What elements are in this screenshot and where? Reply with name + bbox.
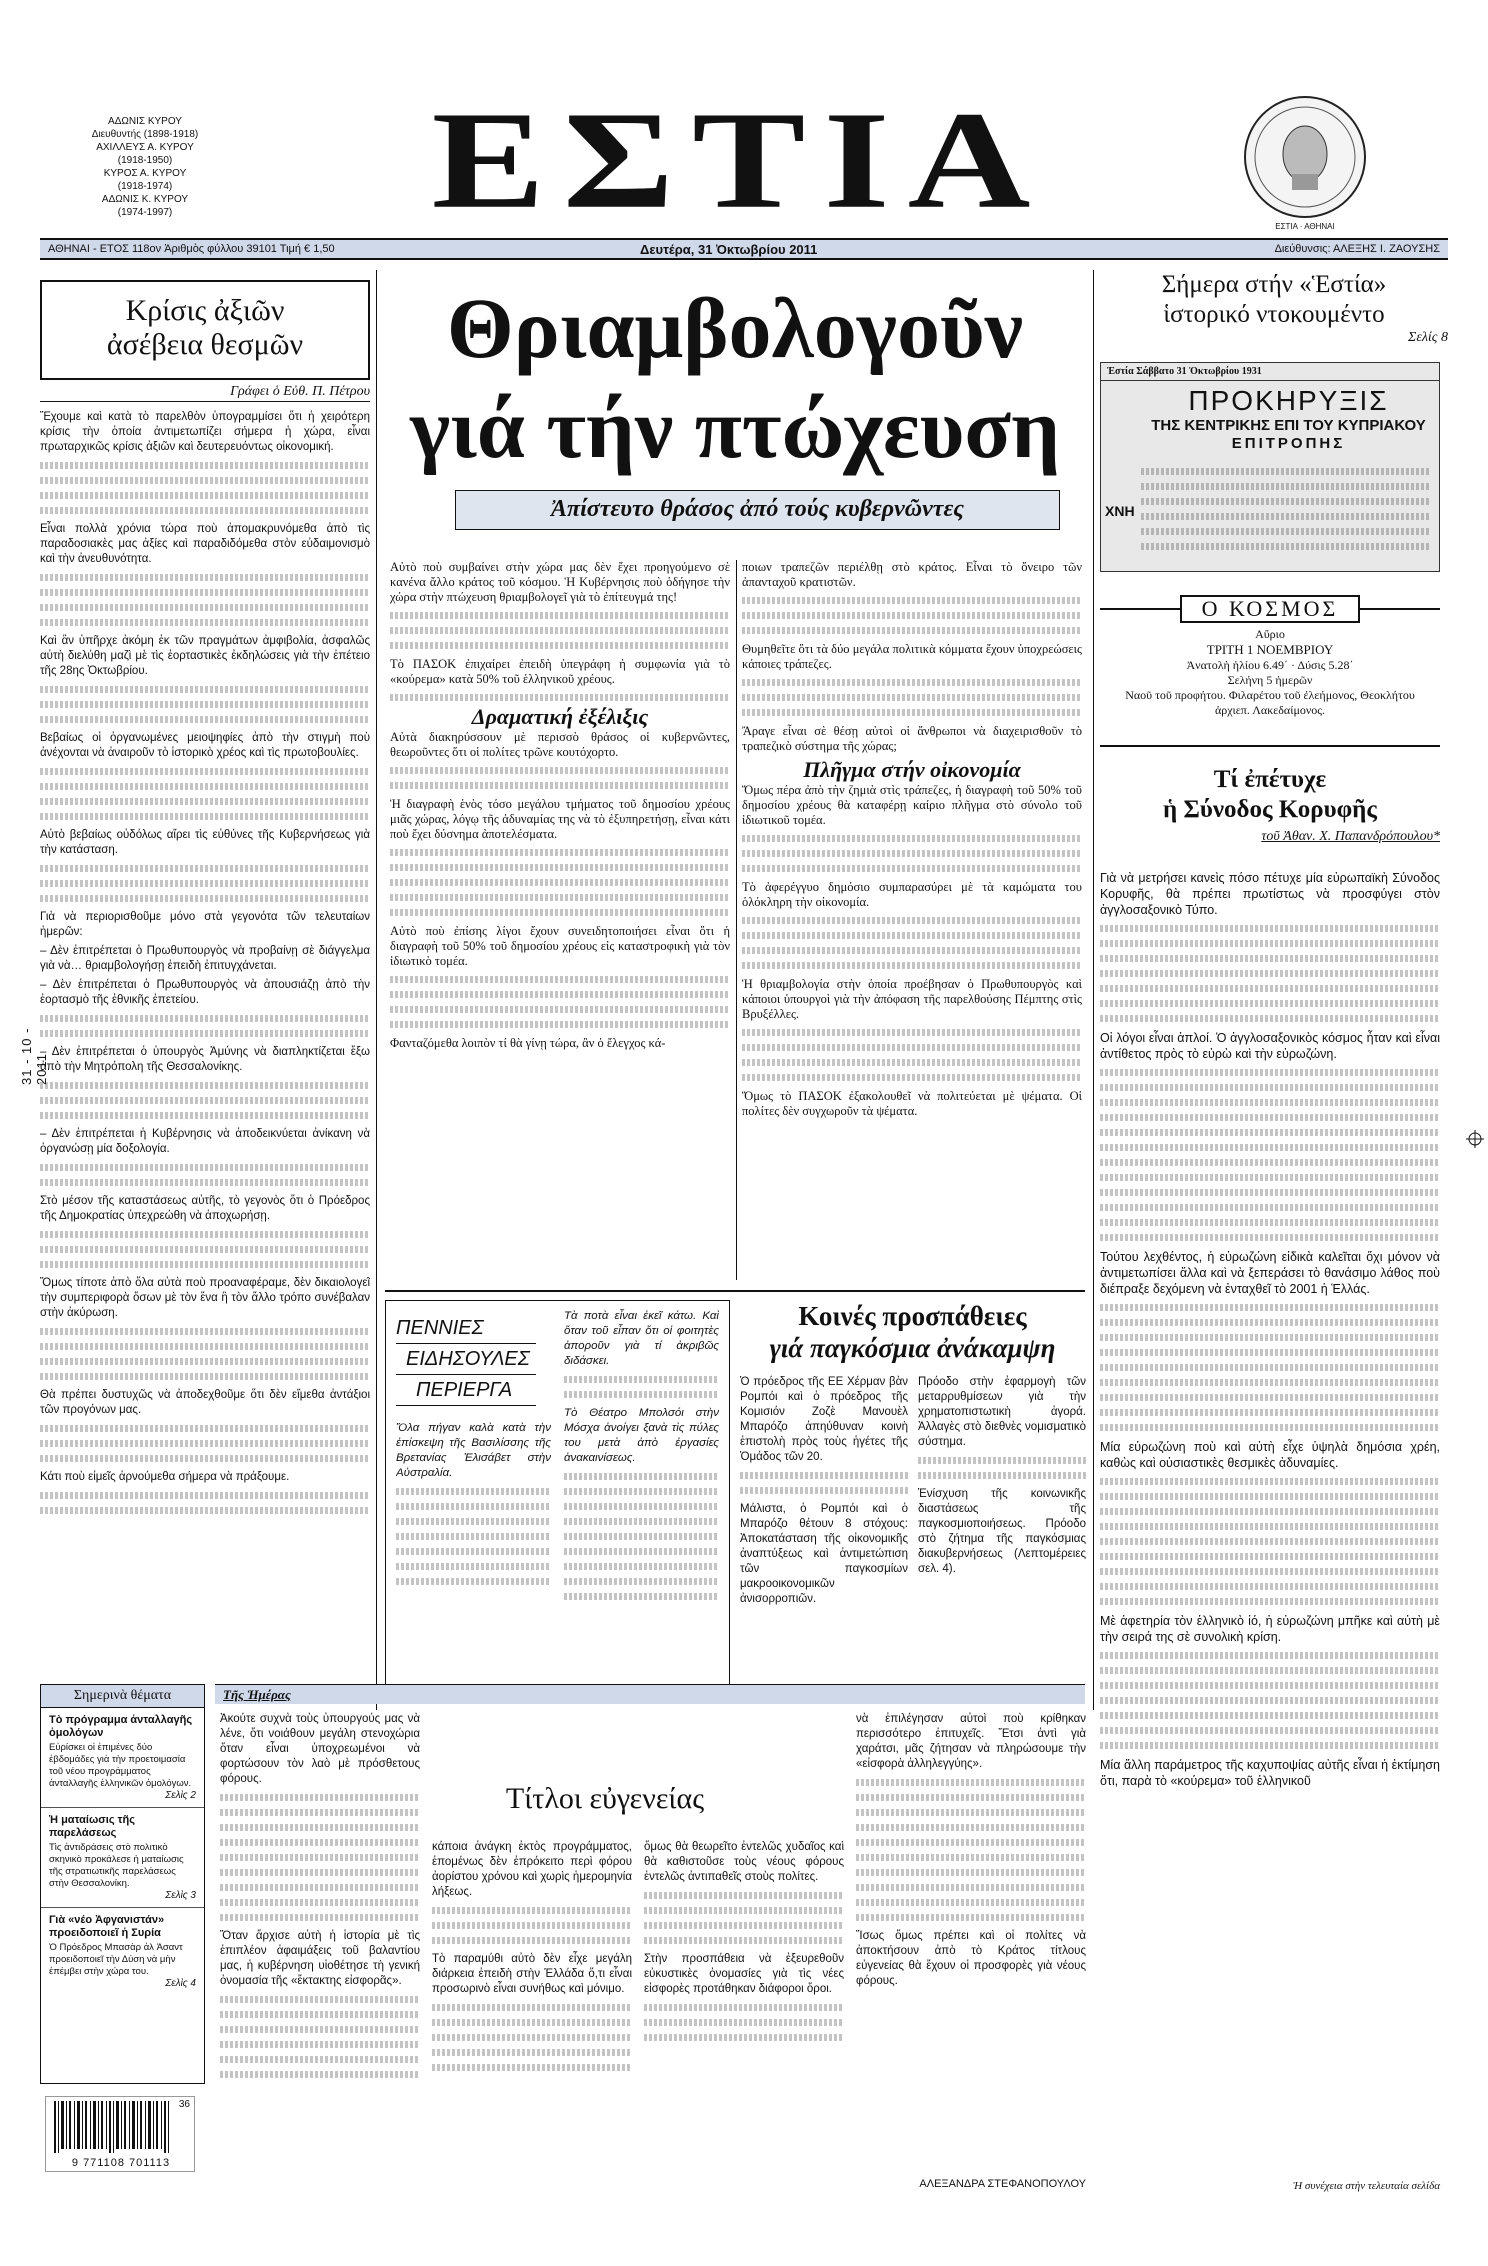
recovery-p4: Ἑνίσχυση τῆς κοινωνικῆς διαστάσεως τῆς παγκοσμιοποιήσεως. Πρόοδο στὸ ζήτημα τῆς παγκόσμιας διακυβερνήσεως (Λεπτομέρειες σελ. 4). <box>918 1488 1086 1575</box>
seal-emblem <box>1240 92 1370 222</box>
divider <box>1100 745 1440 747</box>
gossip-label-3: ΠΕΡΙΕΡΓΑ <box>396 1375 536 1406</box>
left-article-p6: Γιὰ νὰ περιορισθοῦμε μόνο στὰ γεγονότα τῶν τελευταίων ἡμερῶν: <box>40 911 370 938</box>
bottom-p8: Ἴσως ὅμως πρέπει καὶ οἱ πολίτες νὰ ἀποκτήσουν ἀπὸ τὸ Κράτος τίτλους εὐγενείας θὰ ἔχουν οἱ προσφορὲς γιὰ νέους φόρους. <box>856 1930 1086 1987</box>
left-article-body <box>40 410 370 1670</box>
summit-title-box <box>1100 765 1440 845</box>
gossip-col-a <box>396 1421 551 1681</box>
main-p12: Ἡ θριαμβολογία στὴν ὁποία προέβησαν ὁ Πρωθυπουργὸς καὶ κάποιοι ὑπουργοὶ γιὰ τὴν ἀπόφαση τῆς παρελθούσης Πέμπτης στὶς Βρυξέλλες. <box>742 977 1082 1021</box>
left-article-p10: Κάτι ποὺ εἰμεῖς ἀρνούμεθα σήμερα νὰ πράξουμε. <box>40 1471 290 1483</box>
recovery-col-2 <box>918 1375 1086 1690</box>
world-sun: Ἀνατολὴ ἡλίου 6.49΄ · Δύσις 5.28΄ <box>1186 658 1354 672</box>
main-sub2: Πλῆγμα στήν οἰκονομία <box>803 757 1021 782</box>
world-box <box>1100 595 1440 745</box>
founder-1-name: ΑΔΩΝΙΣ ΚΥΡΟΥ <box>108 116 182 127</box>
left-article-p4: Βεβαίως οἱ ὀργανωμένες μειοψηφίες ἀπὸ τὴν στιγμὴ ποὺ ἀνέχονται νὰ ἀναιροῦν τὸ ἱστορικὸ χρέος καὶ τὶς πρωτοβουλίες. <box>40 732 370 759</box>
doc-side: ΧΝΗ <box>1105 503 1135 519</box>
summit-body <box>1100 870 1440 2170</box>
info-left: ΑΘΗΝΑΙ - ΕΤΟΣ 118ον Ἀριθμὸς φύλλου 39101 Τιμή € 1,50 <box>48 243 335 255</box>
left-article-p7: Στὸ μέσον τῆς καταστάσεως αὐτῆς, τὸ γεγονὸς ὅτι ὁ Πρόεδρος τῆς Δημοκρατίας ὑπεχρεώθη νὰ ἀποχωρήσῃ. <box>40 1195 370 1222</box>
doc-title-3: ΕΠΙΤΡΟΠΗΣ <box>1231 435 1346 452</box>
main-col-2 <box>742 560 1082 1280</box>
bottom-tag: Τῆς Ἡμέρας <box>223 1687 291 1702</box>
main-p10: Ὅμως πέρα ἀπὸ τὴν ζημιὰ στὶς τράπεζες, ἡ διαγραφὴ τοῦ 50% τοῦ δημοσίου χρέους θὰ καταφέρῃ καίριο πλῆγμα στὸ σύνολο τοῦ ἰδιωτικοῦ τομέα. <box>742 783 1082 827</box>
main-sub1: Δραματική ἐξέλιξις <box>471 704 649 729</box>
world-tomorrow: Αὔριο <box>1255 627 1285 641</box>
index-item-page: Σελὶς 2 <box>165 1790 196 1801</box>
left-article-title-2: ἀσέβεια θεσμῶν <box>106 328 304 361</box>
left-article-b4: – Δὲν ἐπιτρέπεται ἡ Κυβέρνησις νὰ ἀποδεικνύεται ἀνίκανη νὰ ὀργανώσῃ μία δοξολογία. <box>40 1128 370 1155</box>
recovery-col-1 <box>740 1375 908 1690</box>
summit-p6: Μία ἄλλη παράμετρος τῆς καχυποψίας αὐτῆς εἶναι ἡ ἐκτίμηση ὅτι, παρὰ τὸ «κούρεμα» τοῦ ἑλληνικοῦ <box>1100 1758 1440 1788</box>
bottom-col-3 <box>644 1840 844 2182</box>
divider <box>385 1290 1085 1292</box>
barcode-bars <box>46 2097 196 2157</box>
bottom-title: Τίτλοι εὐγενείας <box>505 1782 705 1815</box>
left-article-b3: – Δὲν ἐπιτρέπεται ὁ ὑπουργὸς Ἀμύνης νὰ διαπληκτίζεται ἔξω ἀπὸ τὴν Μητρόπολη τῆς Θεσσαλονίκης. <box>40 1046 370 1073</box>
gossip-p3: Τὸ Θέατρο Μπολσόι στὴν Μόσχα ἀνοίγει ξανὰ τὶς πύλες του μετὰ ἀπὸ ἐργασίες ἀνακαινίσεως. <box>564 1407 719 1464</box>
main-col-1 <box>390 560 730 1280</box>
recovery-title-box <box>740 1300 1085 1364</box>
left-article-p2: Εἶναι πολλὰ χρόνια τώρα ποὺ ἀπομακρυνόμεθα ἀπὸ τὶς παραδοσιακὲς μας ἀξίες καὶ παραδιδόμεθα στὸν εὐδαιμονισμὸ καὶ τὴν ἀνευθυνότητα. <box>40 523 370 565</box>
bottom-band <box>215 1684 1085 1704</box>
main-p11: Τὸ ἀφερέγγυο δημόσιο συμπαρασύρει μὲ τὰ καμώματα του ὁλόκληρη τὴν οἰκονομία. <box>742 880 1082 909</box>
summit-continue: Ἡ συνέχεια στὴν τελευταία σελίδα <box>1293 2180 1440 2192</box>
main-p5: Αὐτὸ ποὺ ἐπίσης λίγοι ἔχουν συνειδητοποιήσει εἶναι ὅτι ἡ διαγραφὴ τοῦ 50% τοῦ δημοσίου χρέους εἰς καταστροφικὴ γιὰ τὸν ἰδιωτικὸ τομέα. <box>390 924 730 968</box>
bottom-p5: ὅμως θὰ θεωρεῖτο ἐντελῶς χυδαῖος καὶ θὰ καθιστοῦσε τοὺς νέους φόρους ἐντελῶς ἀντιπαθεῖς στοὺς πολίτες. <box>644 1841 844 1883</box>
left-article-p8: Ὅμως τίποτε ἀπὸ ὅλα αὐτὰ ποὺ προαναφέραμε, δὲν δικαιολογεῖ τὴν συμπεριφορὰ ὅσων μὲ τὸν ἕνα ἢ τὸν ἄλλο τρόπο συνέβαλαν στὴν ἀκύρωση. <box>40 1277 370 1319</box>
barcode-digits: 9 771108 701113 <box>71 2157 171 2169</box>
bottom-col-2 <box>432 1840 632 2182</box>
issue-date: Δευτέρα, 31 Ὀκτωβρίου 2011 <box>640 242 818 257</box>
doc-title-box <box>1141 385 1436 453</box>
bottom-p7: νὰ ἐπιλέγησαν αὐτοὶ ποὺ κρίθηκαν περισσότερο ἐπιτυχεῖς. Ἔτσι ἀντὶ γιὰ χαράτσι, μᾶς ζήτησαν νὰ πληρώσουμε τὴν «εἰσφορὰ ἀλληλεγγύης». <box>856 1713 1086 1770</box>
main-p1: Αὐτὸ ποὺ συμβαίνει στὴν χώρα μας δὲν ἔχει προηγούμενο σὲ κανένα ἄλλο κράτος τοῦ κόσμου. Ἡ Κυβέρνησις ποὺ ὁδήγησε τὴν χώρα στὴν πτώχευση θριαμβολογεῖ γιὰ τὸ ἐπίτευγμά της! <box>390 560 730 604</box>
col-rule <box>1093 270 1094 1710</box>
main-p8: Θυμηθεῖτε ὅτι τὰ δύο μεγάλα πολιτικὰ κόμματα ἔχουν ὑποχρεώσεις κάποιες τράπεζες. <box>742 642 1082 671</box>
world-moon: Σελήνη 5 ἡμερῶν <box>1227 673 1313 687</box>
bottom-p6: Στὴν προσπάθεια νὰ ἐξευρεθοῦν εὐκυστικὲς ὀνομασίες γιὰ τὶς νέες εἰσφορὲς προτάθηκαν διάφοροι ὅροι. <box>644 1953 844 1995</box>
founder-3-role: (1918-1974) <box>117 181 173 192</box>
today-feature <box>1100 270 1448 346</box>
world-day: ΤΡΙΤΗ 1 ΝΟΕΜΒΡΙΟΥ <box>1206 642 1334 657</box>
index-item-text: Τὶς ἀντιδράσεις στὸ πολιτικὸ σκηνικὸ προκάλεσε ἡ ματαίωσις τῆς στρατιωτικῆς παρελάσεως στὴν Θεσσαλονίκη. <box>49 1842 184 1889</box>
col-rule <box>736 560 737 1280</box>
left-article-p5: Αὐτὸ βεβαίως οὐδόλως αἴρει τὶς εὐθύνες τῆς Κυβερνήσεως γιὰ τὴν κατάσταση. <box>40 829 370 856</box>
left-article-byline: Γράφει ὁ Εὐθ. Π. Πέτρου <box>230 384 370 399</box>
side-date: 31 - 10 - 2011 <box>19 1027 49 1085</box>
founder-4-name: ΑΔΩΝΙΣ Κ. ΚΥΡΟΥ <box>101 194 189 205</box>
historical-document <box>1100 362 1440 572</box>
recovery-title-1: Κοινές προσπάθειες <box>798 1301 1027 1331</box>
index-item-page: Σελὶς 4 <box>165 1978 196 1989</box>
recovery-p1: Ὁ πρόεδρος τῆς ΕΕ Χέρμαν βὰν Ρομπόι καὶ ὁ πρόεδρος τῆς Κομισιόν Ζοζὲ Μανουὲλ Μπαρόζο ἀπηύθυναν κοινὴ ἐπιστολὴ πρὸς τοὺς ἡγέτες τῆς Ὁμάδος τῶν 20. <box>740 1376 908 1463</box>
bottom-col-4 <box>856 1712 1086 2152</box>
main-p7: ποιων τραπεζῶν περιέλθῃ στὸ κράτος. Εἶναι τὸ ὄνειρο τῶν ἀπανταχοῦ κρατιστῶν. <box>742 560 1082 589</box>
bottom-p2: Ὅταν ἄρχισε αὐτὴ ἡ ἱστορία μὲ τὶς ἐπιπλέον ἀφαιμάξεις τοῦ βαλαντίου μας, ἡ κυβέρνηση υἱοθέτησε τὴ γενική ὀνομασία τῆς «ἔκτακτης εἰσφορᾶς». <box>220 1930 420 1987</box>
registration-mark-icon <box>1466 1130 1484 1148</box>
today-title-2: ἱστορικό ντοκουμέντο <box>1163 301 1385 328</box>
left-article-title-box <box>40 280 370 380</box>
index-item-page: Σελὶς 3 <box>165 1890 196 1901</box>
founder-2-role: (1918-1950) <box>117 155 173 166</box>
index-item-head: Τὸ πρόγραμμα ἀνταλλαγῆς ὁμολόγων <box>49 1714 193 1739</box>
recovery-p3: Πρόοδο στὴν ἐφαρμογὴ τῶν μεταρρυθμίσεων γιὰ τὴν χρηματοπιστωτικὴ ἀγορά. Ἀλλαγὲς στὸ διεθνὲς νομισματικὸ σύστημα. <box>918 1376 1086 1448</box>
summit-p1: Γιὰ νὰ μετρήσει κανεὶς πόσο πέτυχε μία εὐρωπαϊκὴ Σύνοδος Κορυφῆς, θὰ πρέπει πρωτίστως νὰ προσφύγει στὸν ἀγγλοσαξονικὸ Τύπο. <box>1100 871 1440 917</box>
main-deck-box <box>455 490 1060 530</box>
main-p3: Αὐτὰ διακηρύσσουν μὲ περισσὸ θράσος οἱ κυβερνῶντες, θεωροῦντες ὅτι οἱ πολίτες τρῶνε κουτόχορτο. <box>390 730 730 759</box>
left-article-p1: Ἔχουμε καὶ κατὰ τὸ παρελθὸν ὑπογραμμίσει ὅτι ἡ χειρότερη κρίσις τὴν ὁποία ἀντιμετωπίζει σήμερα ἡ χώρα, εἶναι πρωταρχικῶς κρίσις ἀξιῶν καὶ δευτερευόντως οἰκονομική. <box>40 411 370 453</box>
index-item-head: Ἡ ματαίωσις τῆς παρελάσεως <box>49 1814 135 1839</box>
left-article-title-1: Κρίσις ἀξιῶν <box>125 294 285 327</box>
main-deck: Ἀπίστευτο θράσος ἀπό τούς κυβερνῶντες <box>551 496 964 522</box>
founder-3-name: ΚΥΡΟΣ Α. ΚΥΡΟΥ <box>103 168 187 179</box>
index-title: Σημερινὰ θέματα <box>41 1685 204 1708</box>
bottom-p3: κάποια ἀνάγκη ἐκτὸς προγράμματος, ἐπομένως δὲν ἐπρόκειτο περὶ φόρου ἀορίστου χρόνου καὶ χωρὶς ἡμερομηνία λήξεως. <box>432 1841 632 1898</box>
col-rule <box>376 270 377 1710</box>
world-title-row <box>1100 595 1440 623</box>
gossip-label-box <box>396 1313 536 1406</box>
index-item[interactable] <box>41 1708 204 1808</box>
info-bar <box>40 238 1448 260</box>
main-p2: Τὸ ΠΑΣΟΚ ἐπιχαίρει ἐπειδὴ ὑπεγράφη ἡ συμφωνία γιὰ τὸ «κούρεμα» κατὰ 50% τοῦ ἑλληνικοῦ χρέους. <box>390 657 730 686</box>
index-item-head: Γιὰ «νέο Ἀφγανιστάν» προειδοποιεῖ ἡ Συρία <box>49 1914 165 1939</box>
gossip-col-b <box>564 1309 719 1681</box>
left-article-b1: – Δὲν ἐπιτρέπεται ὁ Πρωθυπουργὸς νὰ προβαίνῃ σὲ διάγγελμα γιὰ νὰ… θριαμβολογήσῃ ἐπειδὴ ἐπιτυγχάνεται. <box>40 945 370 972</box>
main-p4: Ἡ διαγραφὴ ἑνὸς τόσο μεγάλου τμήματος τοῦ δημοσίου χρέους μιᾶς χώρας, λόγῳ τῆς ἀδυναμίας της νὰ τὸ ἐξυπηρετήσῃ, εἶναι κάτι ποὺ ἔχει δύσνημα ἀποτελέσματα. <box>390 797 730 841</box>
barcode-issue: 36 <box>178 2099 190 2110</box>
bottom-col-1 <box>220 1712 420 2182</box>
summit-p3: Τούτου λεχθέντος, ἡ εὐρωζώνη εἰδικὰ καλεῖται ὅχι μόνον νὰ ἀντιμετωπίσει ἄλλα καὶ νὰ ξεπεράσει τὸ θανάσιμο λάθος ποὺ διέπραξε δεχόμενη νὰ ἐνταχθεῖ τὸ 2001 ἡ Ἑλλάς. <box>1100 1250 1440 1296</box>
left-article-b2: – Δὲν ἐπιτρέπεται ὁ Πρωθυπουργὸς νὰ ἀπουσιάζῃ ἀπὸ τὴν ἐορτασμὸ τῆς ἐθνικῆς ἐπετείου. <box>40 979 370 1006</box>
recovery-title-2: γιά παγκόσμια ἀνάκαμψη <box>769 1333 1056 1363</box>
barcode <box>45 2096 195 2172</box>
bottom-author: ΑΛΕΞΑΝΔΡΑ ΣΤΕΦΑΝΟΠΟΥΛΟΥ <box>919 2178 1086 2190</box>
world-saints: Ναοῦ τοῦ προφήτου. Φιλαρέτου τοῦ ἐλεήμονος, Θεοκλήτου ἀρχιεπ. Λακεδαίμονος. <box>1125 688 1415 717</box>
gossip-p1: Ὅλα πήγαν καλὰ κατὰ τὴν ἐπίσκεψη τῆς Βασιλίσσης τῆς Βρετανίας Ἐλισάβετ στὴν Αὐστραλία. <box>396 1422 551 1479</box>
main-headline-line2: γιά τήν πτώχευση <box>409 380 1061 476</box>
summit-title-1: Τί ἐπέτυχε <box>1213 766 1327 793</box>
founder-4-role: (1974-1997) <box>117 207 173 218</box>
masthead-title: ΕΣΤΙΑ <box>431 82 1049 238</box>
bottom-p1: Ἀκούτε συχνὰ τοὺς ὑπουργούς μας νὰ λένε, ὅτι νοιάθουν μεγάλη στενοχώρια ὅταν εἶναι ὑποχρεωμένοι νὰ φορτώσουν τὸν λαὸ μὲ πρόσθετους φόρους. <box>220 1713 420 1785</box>
main-p6: Φανταζόμεθα λοιπὸν τί θὰ γίνῃ τώρα, ἂν ὁ ἔλεγχος κά- <box>390 1036 666 1050</box>
main-p13: Ὅμως τὸ ΠΑΣΟΚ ἐξακολουθεῖ νὰ πολιτεύεται μὲ ψέματα. Οἱ πολίτες δὲν συγχωροῦν τὰ ψέματα. <box>742 1089 1082 1118</box>
index-box <box>40 1684 205 2084</box>
recovery-p2: Μάλιστα, ὁ Ρομπόι καὶ ὁ Μπαρόζο θέτουν 8 στόχους: Ἀποκατάσταση τῆς οἰκονομικῆς ἀναπτύξεως καὶ ἀντιμετώπιση τῶν παγκοσμίων μακροοικονομικῶν ἀνισορροπιῶν. <box>740 1503 908 1605</box>
index-item[interactable] <box>41 1808 204 1908</box>
info-right: Διεύθυνσις: ΑΛΕΞΗΣ Ι. ΖΑΟΥΣΗΣ <box>1274 243 1440 255</box>
summit-p5: Μὲ ἀφετηρία τὸν ἑλληνικὸ ἰό, ἡ εὐρωζώνη μπῆκε καὶ αὐτὴ μὲ τὴν σειρά της σὲ συνολικὴ κρίση. <box>1100 1614 1440 1644</box>
left-article-p3: Καὶ ἂν ὑπῆρχε ἀκόμη ἐκ τῶν πραγμάτων ἀμφιβολία, ἀσφαλῶς αὐτὴ διελύθη μαζὶ μὲ τὶς ἐορταστικὲς ἐκδηλώσεις γιὰ τὴν ἐπέτειο τῆς 28ης Ὀκτωβρίου. <box>40 635 370 677</box>
main-headline-line1: Θριαμβολογοῦν <box>446 280 1024 376</box>
world-title: Ο ΚΟΣΜΟΣ <box>1180 595 1360 623</box>
doc-title-1: ΠΡΟΚΗΡΥΞΙΣ <box>1188 385 1389 416</box>
seal-text: ΕΣΤΙΑ · ΑΘΗΝΑΙ <box>1275 222 1335 231</box>
divider <box>40 401 370 402</box>
founders-block <box>70 115 220 219</box>
index-item[interactable] <box>41 1908 204 1995</box>
doc-title-2: ΤΗΣ ΚΕΝΤΡΙΚΗΣ ΕΠΙ ΤΟΥ ΚΥΠΡΙΑΚΟΥ <box>1151 417 1426 434</box>
founder-1-role: Διευθυντής (1898-1918) <box>91 129 199 140</box>
gossip-p2: Τὰ ποτὰ εἶναι ἐκεῖ κάτω. Καὶ ὅταν τοῦ εἶπαν ὅτι οἱ φοιτητὲς ἀποροῦν γιὰ τί ἀκριβῶς διδάσκει. <box>564 1310 719 1367</box>
index-item-text: Ὁ Πρόεδρος Μπασὰρ ἀλ Ἀσαντ προειδοποιεῖ τὴν Δύση νὰ μὴν ἐπέμβει στὴν χώρα του. <box>49 1942 183 1977</box>
doc-header: Ἑστία Σάββατο 31 Ὀκτωβρίου 1931 <box>1101 363 1439 381</box>
doc-text-lines <box>1141 461 1431 558</box>
summit-p2: Οἱ λόγοι εἶναι ἁπλοί. Ὁ ἀγγλοσαξονικὸς κόσμος ἦταν καὶ εἶναι ἀντίθετος πρὸς τὸ εὐρὼ καὶ τὴν εὐρωζώνη. <box>1100 1031 1440 1061</box>
today-page: Σελίς 8 <box>1408 330 1448 345</box>
founder-2-name: ΑΧΙΛΛΕΥΣ Α. ΚΥΡΟΥ <box>96 142 194 153</box>
gossip-label-1: ΠΕΝΝΙΕΣ <box>396 1313 536 1344</box>
gossip-box <box>385 1300 730 1690</box>
index-item-text: Εὐρίσκει οἱ ἐπιμένες δύο ἑβδομάδες γιὰ τὴν προετοιμασία τοῦ νέου προγράμματος ἀνταλλαγῆς ἑλληνικῶν ὁμολόγων. <box>49 1742 192 1789</box>
today-title-1: Σήμερα στήν «Ἑστία» <box>1161 271 1387 298</box>
main-p9: Ἄραγε εἶναι σὲ θέσῃ αὐτοὶ οἱ ἄνθρωποι νὰ διαχειρισθοῦν τὸ τραπεζικὸ σύστημα τῆς χώρας; <box>742 724 1082 753</box>
bottom-p4: Τὸ παραμύθι αὐτὸ δὲν εἶχε μεγάλη διάρκεια ἐπειδὴ στὴν Ἑλλάδα ὅ,τι εἶναι προσωρινὸ εἶναι συνήθως καὶ μόνιμο. <box>432 1953 632 1995</box>
summit-p4: Μία εὐρωζώνη ποὺ καὶ αὐτὴ εἶχε ὑψηλὰ δημόσια χρέη, καθὼς καὶ οὐσιαστικὲς θεσμικὲς ἀδυναμίες. <box>1100 1440 1440 1470</box>
gossip-label-2: ΕΙΔΗΣΟΥΛΕΣ <box>396 1344 536 1375</box>
summit-byline: τοῦ Ἀθαν. Χ. Παπανδρόπουλου* <box>1261 829 1440 844</box>
left-article-p9: Θὰ πρέπει δυστυχῶς νὰ ἀποδεχθοῦμε ὅτι δὲν εἴμεθα ἀντάξιοι τῶν προγόνων μας. <box>40 1389 370 1416</box>
summit-title-2: ἡ Σύνοδος Κορυφῆς <box>1163 796 1377 823</box>
